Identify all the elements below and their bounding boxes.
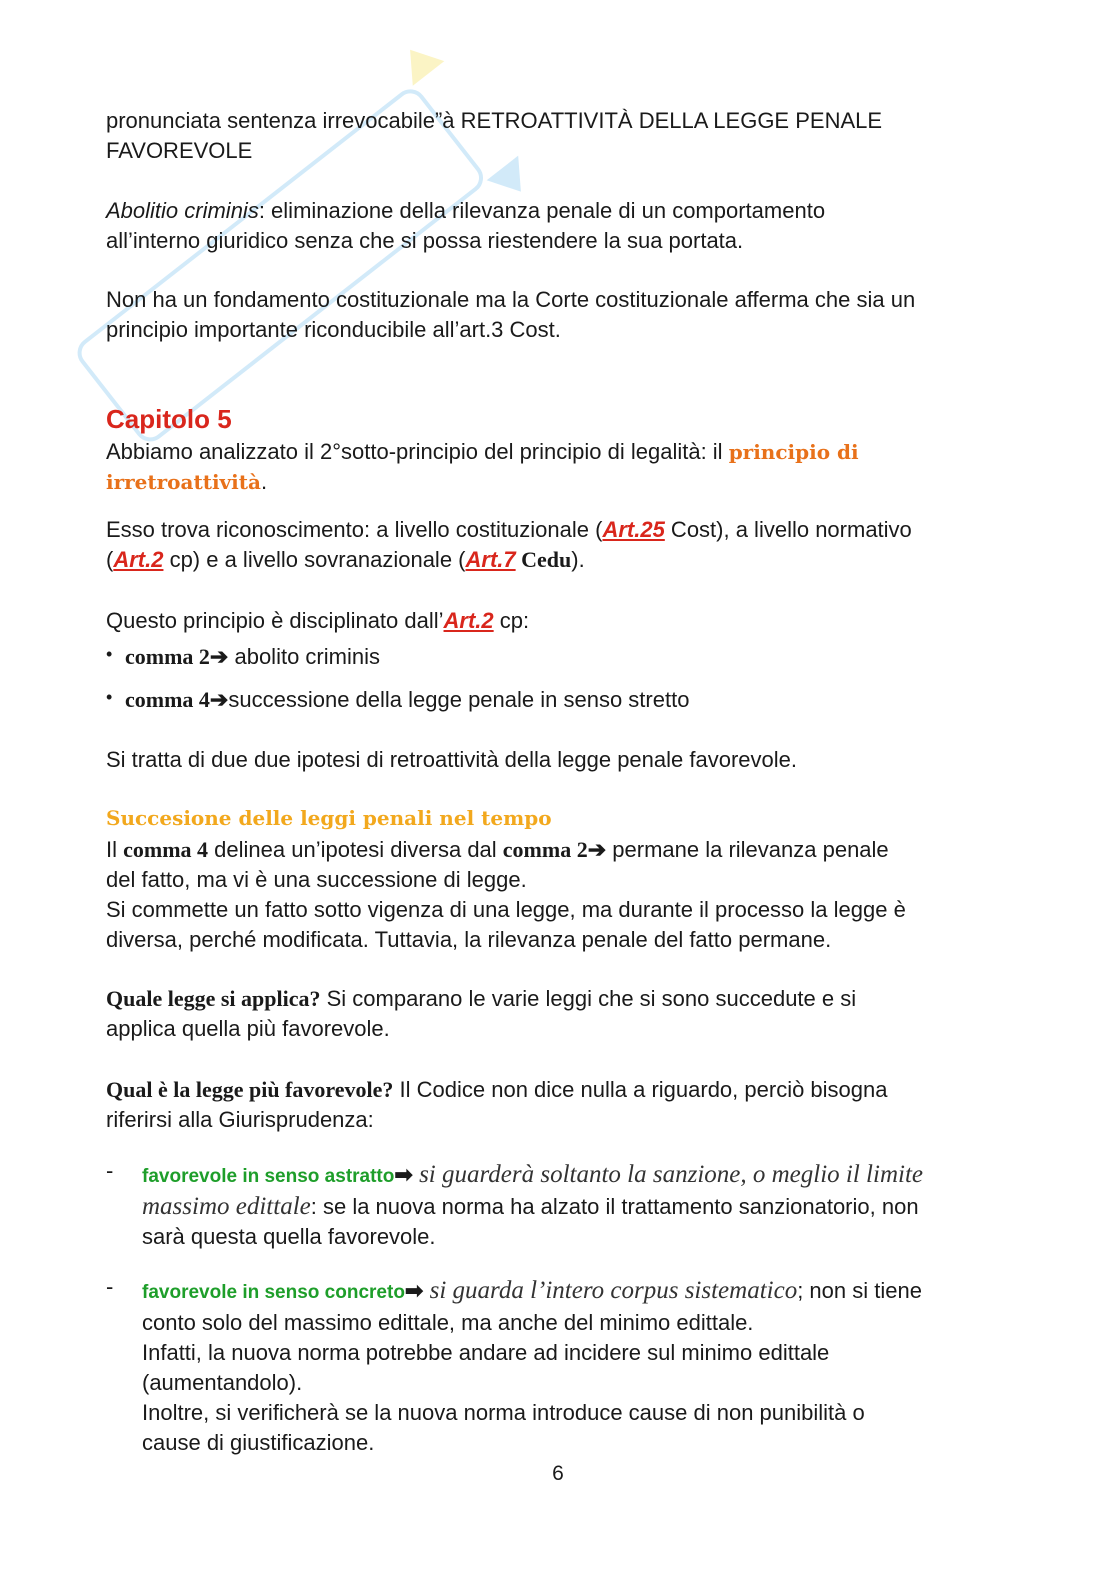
text-span: ; non si tiene (797, 1278, 922, 1303)
article-link-2[interactable]: Art.2 (443, 608, 494, 633)
text-span: : se la nuova norma ha alzato il trattamento sanzionatorio, non (310, 1194, 919, 1219)
text-span: Si comparano le varie leggi che si sono succedute e si (320, 986, 857, 1011)
list-item (125, 642, 1025, 672)
paragraph-most-favorable (106, 1075, 1006, 1135)
text-span: Questo principio è disciplinato dall’ (106, 608, 444, 633)
comma-label: comma 4 (123, 837, 209, 862)
article-link-7[interactable]: Art.7 (465, 547, 516, 572)
paragraph-constitution (106, 285, 1006, 345)
arrow-right-icon: ➡ (394, 1162, 413, 1187)
paragraph-succession (106, 835, 1006, 955)
text-line: riferirsi alla Giurisprudenza: (106, 1107, 374, 1132)
text-line: sarà questa quella favorevole. (142, 1224, 436, 1249)
text-line: cause di giustificazione. (142, 1430, 375, 1455)
arrow-right-icon: ➔ (209, 687, 229, 712)
text-line: pronunciata sentenza irrevocabile”à RETROATTIVITÀ DELLA LEGGE PENALE (106, 108, 883, 133)
text-span: cp: (493, 608, 530, 633)
paragraph-recognition (106, 515, 1006, 575)
text-span: . (260, 469, 268, 494)
text-line: Si commette un fatto sotto vigenza di una legge, ma durante il processo la legge è (106, 897, 906, 922)
text-line: FAVOREVOLE (106, 138, 253, 163)
italic-text: si guarda l’intero corpus sistematico (423, 1277, 798, 1304)
paragraph-retroactivity (106, 106, 1006, 166)
text-span: permane la rilevanza penale (606, 837, 889, 862)
bullet-icon: • (106, 644, 113, 664)
text-span: ). (571, 547, 585, 572)
article-link-25[interactable]: Art.25 (602, 517, 665, 542)
criterion-label: favorevole in senso concreto (142, 1282, 405, 1303)
text-line: diversa, perché modificata. Tuttavia, la rilevanza penale del fatto permane. (106, 927, 832, 952)
text-span: delinea un’ipotesi diversa dal (208, 837, 503, 862)
arrow-right-icon: ➡ (404, 1278, 424, 1303)
comma-label: comma 4 (125, 687, 210, 712)
paragraph-hypotheses: Si tratta di due due ipotesi di retroattività della legge penale favorevole. (106, 747, 797, 772)
text-line: applica quella più favorevole. (106, 1016, 390, 1041)
text-line: del fatto, ma vi è una successione di legge. (106, 867, 527, 892)
section-title: Succesione delle leggi penali nel tempo (106, 806, 552, 830)
comma-label: comma 2 (125, 644, 210, 669)
text-span: successione della legge penale in senso stretto (228, 687, 690, 712)
dash-marker: - (106, 1158, 114, 1183)
cedu-label: Cedu (515, 547, 572, 572)
list-item-concrete (142, 1276, 1012, 1458)
page-number: 6 (552, 1462, 564, 1485)
text-line: conto solo del massimo edittale, ma anche del minimo edittale. (142, 1310, 754, 1335)
text-line: Inoltre, si verificherà se la nuova norma introduce cause di non punibilità o (142, 1400, 865, 1425)
highlight-term: principio di (728, 440, 859, 464)
bullet-icon: • (106, 687, 113, 707)
question-label: Quale legge si applica? (106, 986, 321, 1011)
text-line: all’interno giuridico senza che si possa riestendere la sua portata. (106, 228, 744, 253)
text-line: (aumentandolo). (142, 1370, 303, 1395)
criterion-label: favorevole in senso astratto (142, 1166, 395, 1187)
term-abolitio: Abolitio criminis (106, 198, 259, 223)
dash-marker: - (106, 1274, 114, 1299)
text-span: Il (106, 837, 124, 862)
comma-label: comma 2 (502, 837, 588, 862)
list-item-abstract (142, 1160, 1012, 1252)
arrow-right-icon: ➔ (209, 644, 229, 669)
text-span: cp) e a livello sovranazionale ( (163, 547, 466, 572)
text-span: ( (106, 547, 114, 572)
text-span: Esso trova riconoscimento: a livello costituzionale ( (106, 517, 603, 542)
text-span: abolito criminis (228, 644, 380, 669)
paragraph-irretroactivity (106, 437, 1006, 497)
question-label: Qual è la legge più favorevole? (106, 1077, 394, 1102)
text-span: : eliminazione della rilevanza penale di un comportamento (258, 198, 826, 223)
article-link-2[interactable]: Art.2 (113, 547, 164, 572)
arrow-right-icon: ➔ (587, 837, 607, 862)
text-line: Infatti, la nuova norma potrebbe andare ad incidere sul minimo edittale (142, 1340, 830, 1365)
list-item (125, 685, 1025, 715)
paragraph-which-law (106, 984, 1006, 1044)
italic-text: massimo edittale (142, 1193, 311, 1220)
text-line: Non ha un fondamento costituzionale ma la Corte costituzionale afferma che sia un (106, 287, 916, 312)
text-span: Il Codice non dice nulla a riguardo, perciò bisogna (393, 1077, 888, 1102)
paragraph-abolitio (106, 196, 1006, 256)
highlight-term: irretroattività (106, 470, 261, 494)
italic-text: si guarderà soltanto la sanzione, o meglio il limite (412, 1161, 923, 1188)
paragraph-discipline (106, 606, 1006, 636)
text-span: Cost), a livello normativo (664, 517, 912, 542)
chapter-title: Capitolo 5 (106, 404, 232, 434)
text-line: principio importante riconducibile all’art.3 Cost. (106, 317, 561, 342)
text-span: Abbiamo analizzato il 2°sotto-principio del principio di legalità: il (106, 439, 729, 464)
